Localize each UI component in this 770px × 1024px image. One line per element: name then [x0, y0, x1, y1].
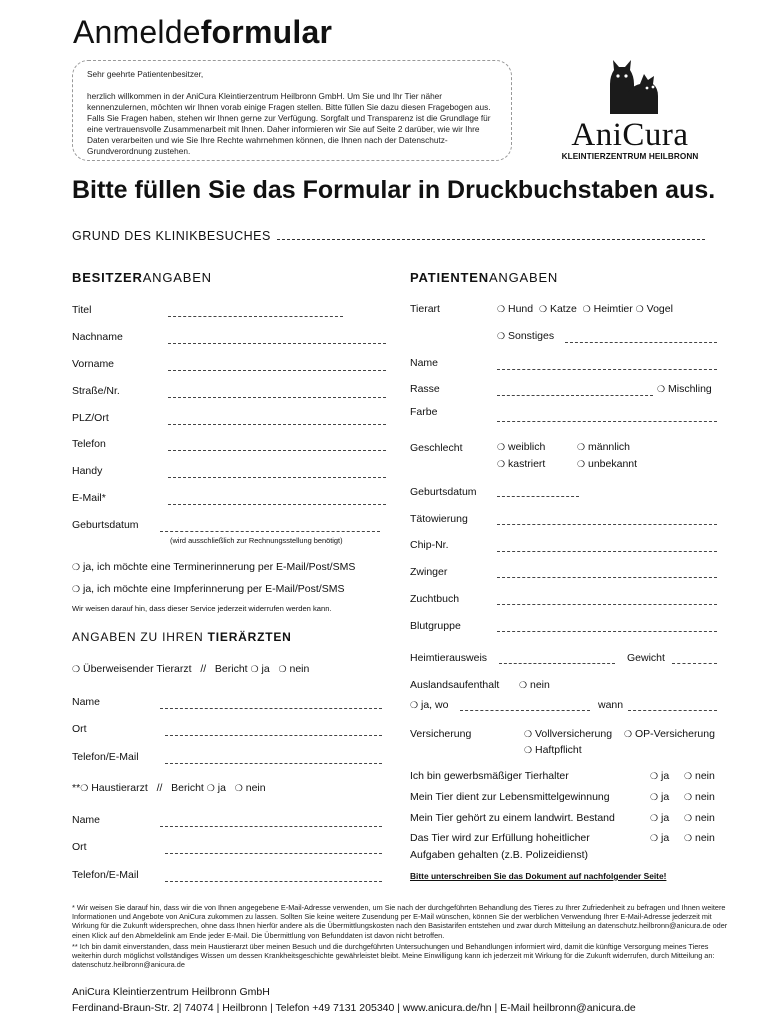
abroad-when-label: wann — [598, 699, 624, 711]
owner-phone-label: Telefon — [72, 438, 106, 450]
kennel-input[interactable] — [497, 577, 717, 578]
house-vet-name-input[interactable] — [160, 826, 382, 827]
question-farm: Mein Tier gehört zu einem landwirt. Bestand — [410, 812, 615, 824]
referring-vet-contact-label: Telefon/E-Mail — [72, 751, 139, 763]
cat-and-dog-silhouette-icon — [598, 58, 662, 116]
house-vet-city-label: Ort — [72, 841, 87, 853]
question-farm-yes[interactable]: ❍ ja — [650, 812, 670, 824]
vets-heading: ANGABEN ZU IHREN TIERÄRZTEN — [72, 630, 292, 644]
chip-label: Chip-Nr. — [410, 539, 449, 551]
company-name: AniCura Kleintierzentrum Heilbronn GmbH — [72, 986, 270, 998]
weight-label: Gewicht — [627, 652, 665, 664]
pet-passport-label: Heimtierausweis — [410, 652, 488, 664]
species-cat[interactable]: ❍ Katze — [538, 303, 577, 315]
owner-birthdate-input[interactable] — [160, 531, 380, 532]
breed-label: Rasse — [410, 383, 440, 395]
abroad-when-input[interactable] — [628, 710, 717, 711]
insurance-label: Versicherung — [410, 728, 472, 740]
sex-female[interactable]: ❍ weiblich — [497, 441, 546, 453]
question-official-no[interactable]: ❍ nein — [684, 832, 715, 844]
studbook-label: Zuchtbuch — [410, 593, 460, 605]
referring-vet-contact-input[interactable] — [165, 763, 382, 764]
abroad-yes[interactable]: ❍ ja, wo — [410, 699, 449, 711]
bloodtype-input[interactable] — [497, 631, 717, 632]
weight-input[interactable] — [672, 663, 717, 664]
insurance-surgery[interactable]: ❍ OP-Versicherung — [624, 728, 715, 740]
anicura-logo — [560, 58, 700, 161]
species-small-pet[interactable]: ❍ Heimtier — [582, 303, 633, 315]
referring-vet-city-input[interactable] — [165, 735, 382, 736]
species-dog[interactable]: ❍ Hund — [497, 303, 534, 315]
pet-name-input[interactable] — [497, 369, 717, 370]
studbook-input[interactable] — [497, 604, 717, 605]
intro-box — [72, 60, 512, 161]
owner-email-label: E-Mail* — [72, 492, 106, 504]
question-commercial-yes[interactable]: ❍ ja — [650, 770, 670, 782]
house-vet-contact-input[interactable] — [165, 881, 382, 882]
abroad-label: Auslandsaufenthalt — [410, 679, 500, 691]
visit-reason-label: GRUND DES KLINIKBESUCHES — [72, 229, 271, 243]
species-other[interactable]: ❍ Sonstiges — [497, 330, 555, 342]
company-address: Ferdinand-Braun-Str. 2| 74074 | Heilbronn | Telefon +49 7131 205340 | www.anicura.de/hn | E-Mail heilbronn@anicura.de — [72, 1002, 636, 1014]
species-other-input[interactable] — [565, 342, 717, 343]
pet-birthdate-input[interactable] — [497, 496, 579, 497]
abroad-no[interactable]: ❍ nein — [519, 679, 550, 691]
referring-vet-name-label: Name — [72, 696, 101, 708]
chip-input[interactable] — [497, 551, 717, 552]
owner-mobile-input[interactable] — [168, 477, 386, 478]
logo-brand: AniCura — [571, 117, 689, 153]
owner-title-input[interactable] — [168, 316, 343, 317]
owner-title-label: Titel — [72, 304, 92, 316]
question-official-yes[interactable]: ❍ ja — [650, 832, 670, 844]
address-block — [72, 984, 636, 1016]
visit-reason-row — [72, 229, 705, 243]
house-vet-contact-label: Telefon/E-Mail — [72, 869, 139, 881]
reminder-note: Wir weisen darauf hin, dass dieser Service jederzeit widerrufen werden kann. — [72, 604, 332, 613]
radio-icon[interactable]: ❍ — [72, 584, 81, 594]
radio-icon[interactable]: ❍ — [72, 664, 81, 674]
radio-icon[interactable]: ❍ — [250, 664, 259, 674]
abroad-where-input[interactable] — [460, 710, 590, 711]
house-vet-row: **❍ Haustierarzt // Bericht ❍ ja ❍ nein — [72, 782, 266, 794]
instruction-headline: Bitte füllen Sie das Formular in Druckbuchstaben aus. — [72, 176, 716, 204]
radio-icon[interactable]: ❍ — [234, 783, 243, 793]
color-label: Farbe — [410, 406, 438, 418]
house-vet-city-input[interactable] — [165, 853, 382, 854]
insurance-liability[interactable]: ❍ Haftpflicht — [524, 744, 582, 756]
tattoo-input[interactable] — [497, 524, 717, 525]
breed-input[interactable] — [497, 395, 653, 396]
question-commercial: Ich bin gewerbsmäßiger Tierhalter — [410, 770, 569, 782]
house-vet-name-label: Name — [72, 814, 101, 826]
sex-male[interactable]: ❍ männlich — [577, 441, 631, 453]
question-commercial-no[interactable]: ❍ nein — [684, 770, 715, 782]
form-title: Anmeldeformular — [73, 14, 333, 50]
patient-heading: PATIENTENANGABEN — [410, 270, 559, 285]
owner-lastname-input[interactable] — [168, 343, 386, 344]
intro-greeting: Sehr geehrte Patientenbesitzer, — [87, 69, 204, 79]
pet-name-label: Name — [410, 357, 439, 369]
question-food: Mein Tier dient zur Lebensmittelgewinnung — [410, 791, 610, 803]
radio-icon[interactable]: ❍ — [80, 783, 89, 793]
appointment-reminder-option[interactable]: ❍ ja, ich möchte eine Terminerinnerung per E-Mail/Post/SMS — [72, 561, 356, 573]
birthdate-note: (wird ausschließlich zur Rechnungsstellung benötigt) — [170, 536, 343, 545]
owner-heading: BESITZERANGABEN — [72, 270, 212, 285]
question-food-yes[interactable]: ❍ ja — [650, 791, 670, 803]
signature-note: Bitte unterschreiben Sie das Dokument auf nachfolgender Seite! — [410, 871, 667, 881]
referring-vet-row: ❍ Überweisender Tierarzt // Bericht ❍ ja ❍ nein — [72, 663, 310, 675]
referring-vet-city-label: Ort — [72, 723, 87, 735]
species-label: Tierart — [410, 303, 440, 315]
owner-firstname-input[interactable] — [168, 370, 386, 371]
question-official-line2: Aufgaben gehalten (z.B. Polizeidienst) — [410, 849, 589, 861]
owner-zip-label: PLZ/Ort — [72, 412, 109, 424]
sex-neutered[interactable]: ❍ kastriert — [497, 458, 546, 470]
bloodtype-label: Blutgruppe — [410, 620, 461, 632]
color-input[interactable] — [497, 421, 717, 422]
question-food-no[interactable]: ❍ nein — [684, 791, 715, 803]
logo-subtitle: KLEINTIERZENTRUM HEILBRONN — [561, 152, 699, 161]
radio-icon[interactable]: ❍ — [72, 562, 81, 572]
footnotes — [72, 903, 728, 971]
owner-zip-input[interactable] — [168, 424, 386, 425]
question-official: Das Tier wird zur Erfüllung hoheitlicher — [410, 832, 590, 844]
tattoo-label: Tätowierung — [410, 513, 468, 525]
visit-reason-input[interactable] — [277, 239, 705, 240]
owner-email-input[interactable] — [168, 504, 386, 505]
question-farm-no[interactable]: ❍ nein — [684, 812, 715, 824]
insurance-full[interactable]: ❍ Vollversicherung — [524, 728, 613, 740]
radio-icon[interactable]: ❍ — [278, 664, 287, 674]
sex-label: Geschlecht — [410, 442, 463, 454]
owner-street-input[interactable] — [168, 397, 386, 398]
footnote-email: * Wir weisen Sie darauf hin, dass wir die von Ihnen angegebene E-Mail-Adresse verwenden, um Sie nach der durchgeführten Behandlung des Tieres zu Ihrer Zufriedenheit zu befragen und Ihnen weitere Informationen und Angebote von AniCura zukommen zu lassen. Sollten Sie keine weitere Zusendung per E-Mail wünschen, können Sie der werblichen Verwendung Ihrer E-Mail-Adresse jederzeit mit Wirkung für die Zukunft widersprechen, ohne dass Ihnen hierfür andere als die Übermittlungskosten nach den Basistarifen entstehen und zwar durch Mitteilung an datenschutz.heilbronn@anicura.de oder einen Klick auf den Abmeldelink am Ende jeder E-Mail. Die Übermittlung von Befunddaten ist davon nicht betroffen. — [72, 903, 728, 940]
radio-icon[interactable]: ❍ — [206, 783, 215, 793]
owner-phone-input[interactable] — [168, 450, 386, 451]
owner-firstname-label: Vorname — [72, 358, 115, 370]
referring-vet-name-input[interactable] — [160, 708, 382, 709]
owner-lastname-label: Nachname — [72, 331, 123, 343]
species-bird[interactable]: ❍ Vogel — [635, 303, 673, 315]
pet-passport-input[interactable] — [499, 663, 615, 664]
owner-street-label: Straße/Nr. — [72, 385, 120, 397]
species-options — [497, 303, 673, 315]
footnote-housevet: ** Ich bin damit einverstanden, dass mein Haustierarzt über meinen Besuch und die durchgeführten Untersuchungen und Behandlungen informiert wird, damit die künftige Versorgung meines Tieres weiterhin durch möglichst vollständiges Wissen um dessen Krankheitsgeschichte gewährleistet bleibt. Meine Einwilligung kann ich jederzeit mit Wirkung für die Zukunft widerrufen, durch Mitteilung an: datenschutz.heilbronn@anicura.de — [72, 941, 715, 970]
intro-text: herzlich willkommen in der AniCura Kleintierzentrum Heilbronn GmbH. Um Sie und Ihr Tier näher kennenzulernen, möchten wir Ihnen vorab einige Fragen stellen. Bitte füllen Sie dazu diesen Fragebogen aus. Falls Sie Fragen haben, stehen wir Ihnen gerne zur Verfügung. Sorgfalt und Transparenz ist die Grundlage für eine vertrauensvolle Zusammenarbeit mit Ihnen. Daher informieren wir Sie auf Seite 2 darüber, wie wir Ihre Daten verarbeiten und wie Sie Ihre Rechte wahrnehmen können, die Ihnen nach der Datenschutz-Grundverordnung zustehen. — [87, 91, 491, 156]
kennel-label: Zwinger — [410, 566, 448, 578]
owner-birthdate-label: Geburtsdatum — [72, 519, 139, 531]
sex-unknown[interactable]: ❍ unbekannt — [577, 458, 638, 470]
owner-mobile-label: Handy — [72, 465, 103, 477]
pet-birthdate-label: Geburtsdatum — [410, 486, 477, 498]
vaccination-reminder-option[interactable]: ❍ ja, ich möchte eine Impferinnerung per E-Mail/Post/SMS — [72, 583, 345, 595]
mixed-breed-option[interactable]: ❍ Mischling — [657, 383, 712, 395]
